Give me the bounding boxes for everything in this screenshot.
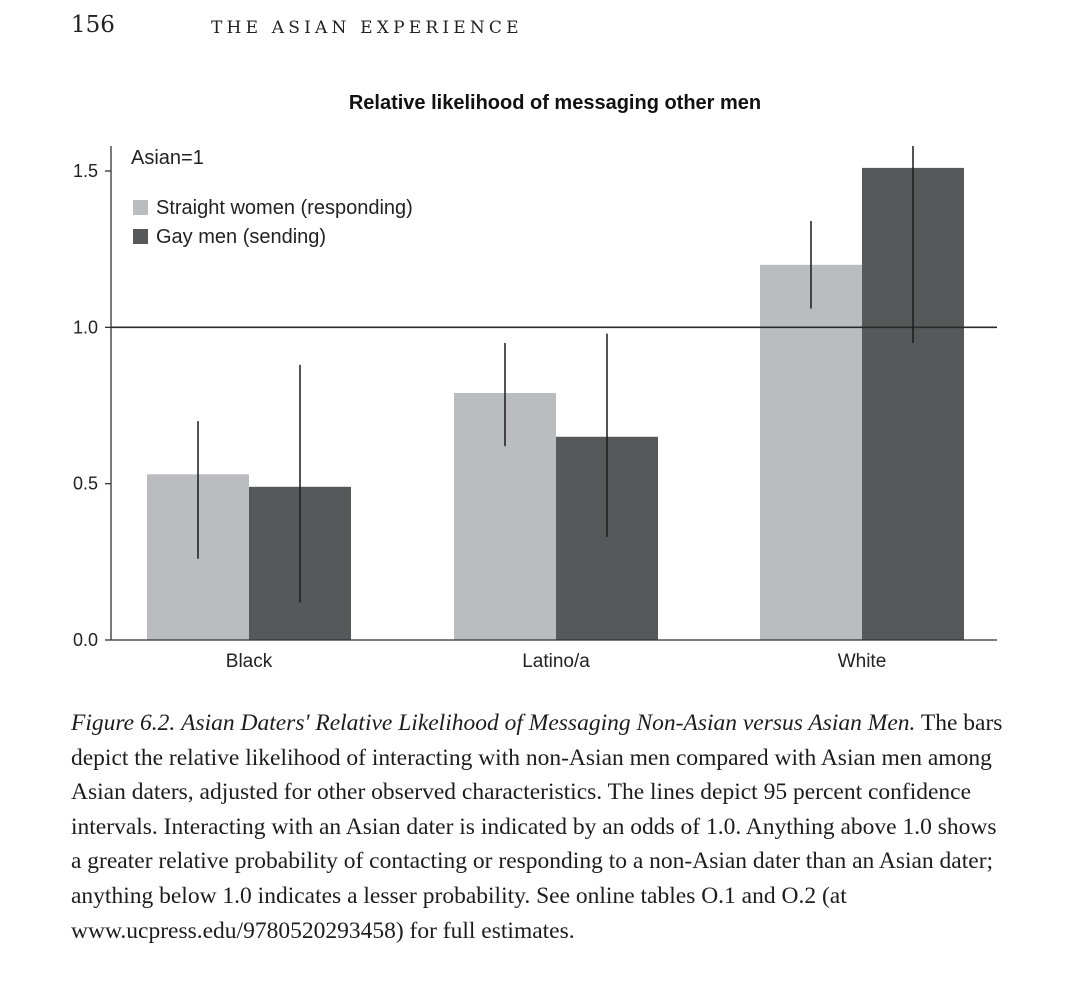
x-tick-label: Black bbox=[225, 651, 273, 672]
bar-chart bbox=[0, 80, 1080, 690]
y-tick-label: 1.0 bbox=[72, 317, 98, 338]
y-tick-label: 1.5 bbox=[72, 161, 98, 182]
figure-title: Asian Daters' Relative Likelihood of Messaging Non-Asian versus Asian Men. bbox=[181, 710, 916, 736]
legend bbox=[133, 197, 413, 248]
page-number: 156 bbox=[71, 12, 115, 38]
caption-text: The bars depict the relative likelihood of interacting with non-Asian men compared with Asian men among Asian daters, adjusted for other observed characteristics. The lines depict 95 percent confidence intervals. Interacting with an Asian dater is indicated by an odds of 1.0. Anything above 1.0 shows a greater relative probability of contacting or responding to a non-Asian dater than an Asian dater; anything below 1.0 indicates a lesser probability. See online tables O.1 and O.2 (at www.ucpress.edu/9780520293458) for full estimates. bbox=[71, 710, 1003, 944]
bar bbox=[760, 265, 862, 640]
legend-swatch bbox=[133, 200, 148, 215]
plot-area bbox=[73, 146, 997, 672]
y-tick-label: 0.5 bbox=[72, 473, 98, 494]
x-tick-label: Latino/a bbox=[522, 651, 590, 672]
x-tick-label: White bbox=[837, 651, 887, 672]
legend-label: Gay men (sending) bbox=[156, 226, 327, 248]
figure-caption bbox=[71, 706, 1011, 948]
chart-title: Relative likelihood of messaging other men bbox=[348, 92, 762, 114]
y-tick-label: 0.0 bbox=[72, 630, 98, 650]
chart-note: Asian=1 bbox=[131, 147, 204, 169]
figure-label: Figure 6.2. bbox=[71, 710, 176, 736]
running-head: THE ASIAN EXPERIENCE bbox=[211, 18, 523, 38]
legend-label: Straight women (responding) bbox=[156, 197, 413, 219]
legend-swatch bbox=[133, 229, 148, 244]
